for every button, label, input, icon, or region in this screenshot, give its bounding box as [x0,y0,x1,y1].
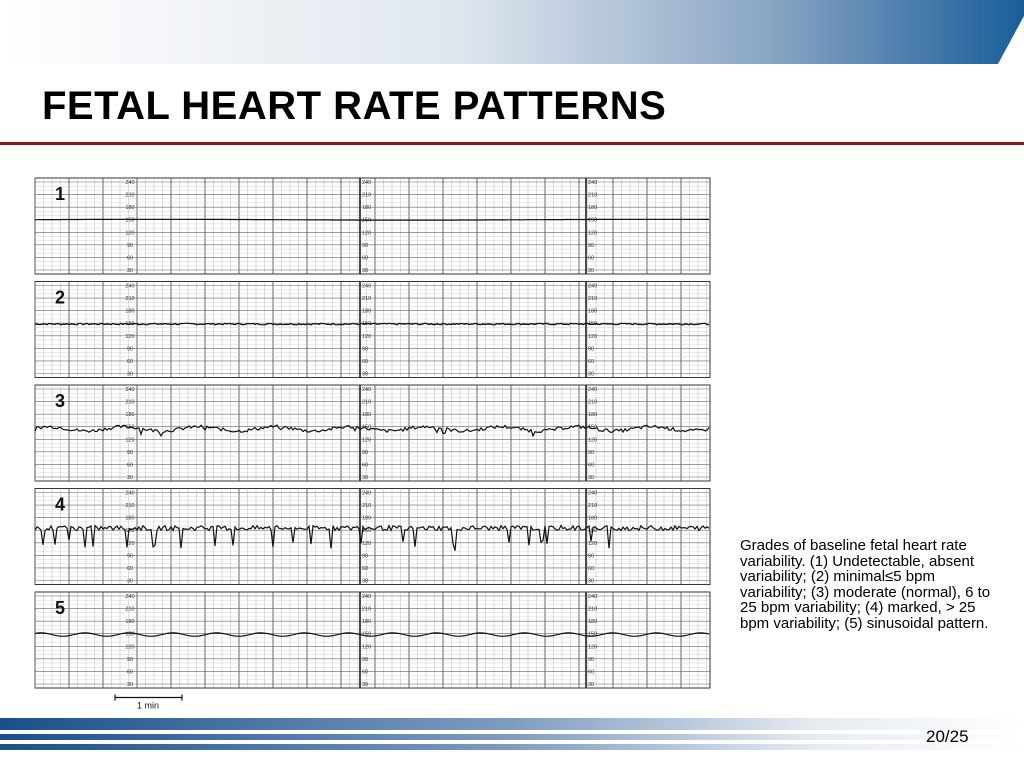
tick-label: 150 [362,321,372,328]
tick-label: 60 [588,565,595,572]
tick-label: 30 [588,268,595,274]
tick-label: 150 [588,321,598,328]
tick-label: 120 [125,333,135,340]
tick-label: 120 [362,644,372,651]
tick-label: 150 [125,321,135,328]
tick-label: 60 [126,565,134,572]
tick-label: 240 [588,180,598,186]
tick-label: 240 [362,490,372,497]
tick-label: 240 [125,490,135,497]
tick-label: 90 [588,553,595,560]
strip-frame [35,178,710,274]
tick-label: 150 [125,528,135,535]
tick-label: 210 [362,503,372,510]
tick-label: 180 [362,515,372,522]
tick-label: 240 [362,387,372,393]
tick-label: 30 [362,268,369,274]
tick-label: 60 [126,358,134,365]
tick-label: 150 [588,424,598,431]
tick-label: 30 [588,578,595,585]
tick-label: 180 [125,308,135,315]
tick-label: 180 [125,619,135,626]
tick-label: 150 [588,217,598,224]
page-number: 20/25 [926,727,969,746]
tick-label: 90 [362,553,369,560]
strip-number: 2 [55,287,66,308]
tick-label: 120 [362,437,372,444]
tick-label: 90 [126,449,134,456]
tick-label: 240 [588,490,598,497]
strip-number: 5 [55,598,66,618]
tick-label: 210 [125,296,135,303]
fetal-heart-rate-strips-figure [30,174,714,711]
tick-label: 180 [362,619,372,626]
tick-label: 150 [125,631,135,638]
tick-label: 180 [125,412,135,419]
tick-label: 90 [362,656,369,663]
tick-label: 150 [362,424,372,431]
tick-label: 120 [588,540,598,547]
tick-label: 240 [588,387,598,393]
tick-label: 180 [362,412,372,419]
tick-label: 150 [588,631,598,638]
tick-label: 30 [362,682,369,688]
tick-label: 60 [126,255,134,262]
tick-label: 120 [125,230,135,237]
tick-label: 210 [588,399,598,406]
tick-label: 90 [362,346,369,353]
slide-title: FETAL HEART RATE PATTERNS [42,84,667,128]
tick-label: 90 [126,346,134,353]
tick-label: 240 [125,594,135,600]
tick-label: 180 [588,515,598,522]
tick-label: 30 [126,268,134,274]
tick-label: 180 [362,308,372,315]
tick-label: 150 [362,217,372,224]
tick-label: 210 [588,503,598,510]
tick-label: 90 [362,449,369,456]
tick-label: 30 [362,578,369,585]
tick-label: 30 [126,371,134,378]
tick-label: 150 [125,424,135,431]
tick-label: 180 [588,619,598,626]
tick-label: 210 [588,606,598,613]
tick-label: 240 [362,283,372,290]
tick-label: 240 [125,387,135,393]
tick-label: 60 [362,358,369,365]
header-gradient-banner [0,0,1024,64]
footer-bands [0,712,1024,768]
tick-label: 60 [362,255,369,262]
tick-label: 120 [125,437,135,444]
tick-label: 90 [588,656,595,663]
tick-label: 150 [588,528,598,535]
tick-label: 90 [126,242,134,249]
tick-label: 150 [362,528,372,535]
tick-label: 150 [362,631,372,638]
tick-label: 30 [588,371,595,378]
tick-label: 30 [126,682,134,688]
tick-label: 30 [362,475,369,481]
tick-label: 180 [125,515,135,522]
strip-number: 3 [55,391,66,411]
tick-label: 30 [126,475,134,481]
strip-frame [35,282,710,378]
tick-label: 210 [588,192,598,199]
tick-label: 210 [362,399,372,406]
tick-label: 240 [125,180,135,186]
title-divider [0,142,1024,145]
tick-label: 210 [588,296,598,303]
tick-label: 120 [362,540,372,547]
tick-label: 60 [362,669,369,676]
tick-label: 180 [125,205,135,212]
tick-label: 30 [126,578,134,585]
tick-label: 240 [588,283,598,290]
tick-label: 90 [588,346,595,353]
tick-label: 150 [125,217,135,224]
tick-label: 210 [362,192,372,199]
figure-caption: Grades of baseline fetal heart rate variability. (1) Undetectable, absent variability; (2) minimal≤5 bpm variability; (3) moderate (normal), 6 to 25 bpm variability; (4) marked, > 25 bpm variability; (5) sinusoidal pattern. [740,537,991,632]
tick-label: 60 [362,565,369,572]
tick-label: 120 [125,540,135,547]
strip-number: 4 [55,494,66,515]
tick-label: 180 [588,412,598,419]
strip-frame [35,385,710,481]
tick-label: 210 [125,399,135,406]
tick-label: 120 [588,644,598,651]
tick-label: 120 [588,230,598,237]
tick-label: 90 [362,242,369,249]
tick-label: 210 [125,192,135,199]
tick-label: 180 [588,205,598,212]
tick-label: 120 [125,644,135,651]
tick-label: 90 [126,553,134,560]
tick-label: 240 [588,594,598,600]
tick-label: 210 [125,503,135,510]
tick-label: 90 [126,656,134,663]
tick-label: 60 [588,358,595,365]
tick-label: 60 [362,462,369,469]
tick-label: 240 [362,180,372,186]
tick-label: 210 [362,296,372,303]
tick-label: 30 [588,475,595,481]
tick-label: 210 [125,606,135,613]
tick-label: 90 [588,449,595,456]
tick-label: 60 [588,462,595,469]
tick-label: 180 [588,308,598,315]
scale-bar-label: 1 min [136,700,160,711]
tick-label: 60 [126,462,134,469]
strip-number: 1 [55,184,66,204]
tick-label: 60 [588,669,595,676]
tick-label: 120 [588,437,598,444]
strip-frame [35,592,710,688]
tick-label: 240 [362,594,372,600]
tick-label: 60 [126,669,134,676]
tick-label: 90 [588,242,595,249]
tick-label: 30 [588,682,595,688]
tick-label: 120 [362,333,372,340]
tick-label: 30 [362,371,369,378]
tick-label: 60 [588,255,595,262]
tick-label: 120 [588,333,598,340]
tick-label: 180 [362,205,372,212]
tick-label: 120 [362,230,372,237]
tick-label: 240 [125,283,135,290]
tick-label: 210 [362,606,372,613]
strip-frame [35,489,710,585]
